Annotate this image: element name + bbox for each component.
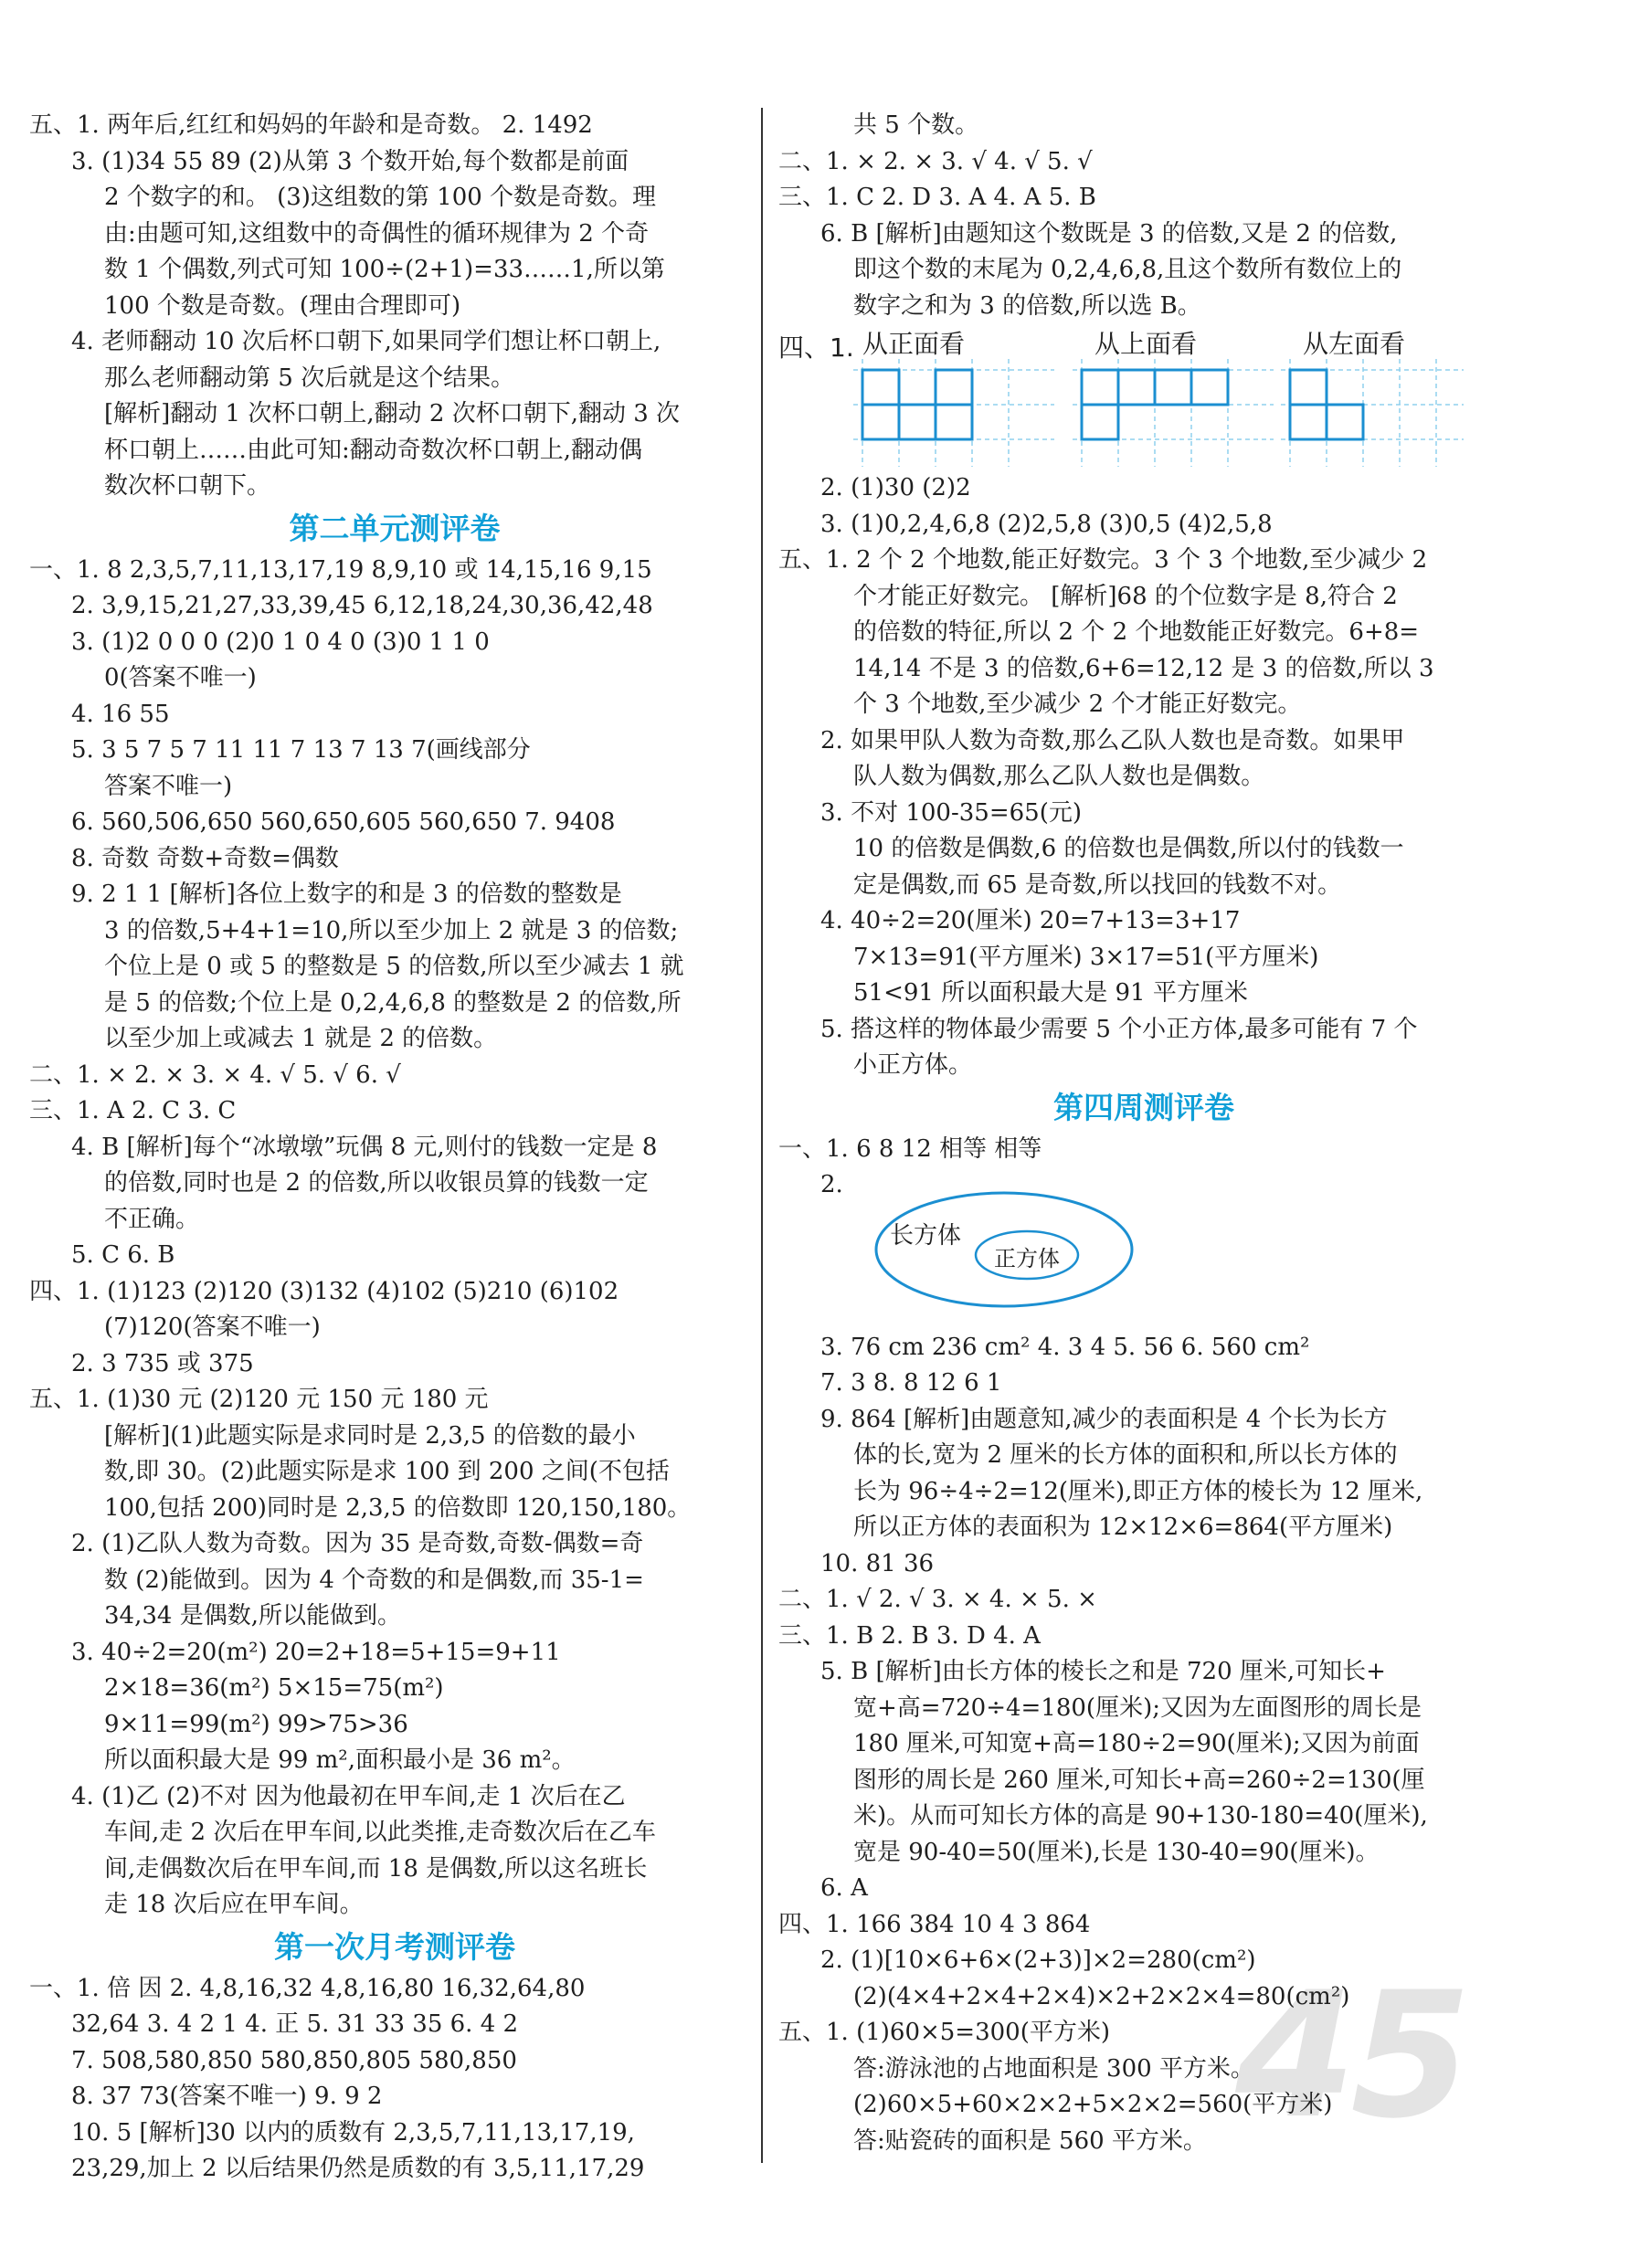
answer-line: 三、1. B 2. B 3. D 4. A bbox=[778, 1621, 1041, 1650]
answer-line: 小正方体。 bbox=[853, 1051, 973, 1079]
answer-line: [解析]翻动 1 次杯口朝上,翻动 2 次杯口朝下,翻动 3 次 bbox=[104, 400, 681, 427]
answer-line: 宽+高=720÷4=180(厘米);又因为左面图形的周长是 bbox=[853, 1693, 1422, 1722]
answer-line: 以至少加上或减去 1 就是 2 的倍数。 bbox=[104, 1025, 498, 1052]
answer-line: 数次杯口朝下。 bbox=[104, 472, 271, 500]
answer-line: 走 18 次后应在甲车间。 bbox=[104, 1891, 364, 1918]
left-view-grid bbox=[1281, 359, 1464, 469]
answer-line: 即这个数的末尾为 0,2,4,6,8,且这个数所有数位上的 bbox=[853, 256, 1402, 283]
answer-line: 是 5 的倍数;个位上是 0,2,4,6,8 的整数是 2 的倍数,所 bbox=[104, 988, 682, 1017]
answer-line: 答:游泳池的占地面积是 300 平方米。 bbox=[853, 2054, 1254, 2083]
answer-line: 34,34 是偶数,所以能做到。 bbox=[104, 1602, 401, 1630]
answer-line: 3. 不对 100-35=65(元) bbox=[820, 798, 1082, 827]
answer-line: 8. 奇数 奇数+奇数=偶数 bbox=[71, 844, 339, 872]
answer-line: 定是偶数,而 65 是奇数,所以找回的钱数不对。 bbox=[853, 870, 1342, 899]
answer-line: 100 个数是奇数。(理由合理即可) bbox=[104, 291, 461, 320]
front-view-grid bbox=[853, 359, 1054, 469]
answer-line: 二、1. × 2. × 3. × 4. √ 5. √ 6. √ bbox=[29, 1060, 401, 1089]
cube-label: 正方体 bbox=[994, 1245, 1060, 1271]
answer-line: 4. B [解析]每个“冰墩墩”玩偶 8 元,则付的钱数一定是 8 bbox=[71, 1133, 658, 1161]
answer-line: 图形的周长是 260 厘米,可知长+高=260÷2=130(厘 bbox=[853, 1766, 1425, 1794]
answer-line: 4. 老师翻动 10 次后杯口朝下,如果同学们想让杯口朝上, bbox=[71, 328, 661, 355]
answer-line: 2. (1)乙队人数为奇数。因为 35 是奇数,奇数-偶数=奇 bbox=[71, 1530, 644, 1557]
answer-line: 个才能正好数完。 [解析]68 的个位数字是 8,符合 2 bbox=[853, 582, 1398, 610]
answer-line: 3. 76 cm 236 cm² 4. 3 4 5. 56 6. 560 cm² bbox=[820, 1333, 1310, 1361]
answer-line: 四、1. (1)123 (2)120 (3)132 (4)102 (5)210 (6)102 bbox=[29, 1277, 619, 1305]
answer-line: 7×13=91(平方厘米) 3×17=51(平方厘米) bbox=[853, 943, 1319, 971]
answer-line: 6. 560,506,650 560,650,605 560,650 7. 9408 bbox=[71, 808, 616, 836]
answer-line: 4. (1)乙 (2)不对 因为他最初在甲车间,走 1 次后在乙 bbox=[71, 1782, 626, 1810]
answer-line: 车间,走 2 次后在甲车间,以此类推,走奇数次后在乙车 bbox=[104, 1819, 656, 1846]
answer-line: 那么老师翻动第 5 次后就是这个结果。 bbox=[104, 364, 515, 392]
answer-line: 10. 81 36 bbox=[820, 1549, 935, 1577]
cuboid-label: 长方体 bbox=[890, 1221, 962, 1250]
answer-line: 间,走偶数次后在甲车间,而 18 是偶数,所以这名班长 bbox=[104, 1854, 648, 1883]
answer-line: 10. 5 [解析]30 以内的质数有 2,3,5,7,11,13,17,19, bbox=[71, 2118, 635, 2147]
left-column bbox=[29, 108, 760, 2188]
answer-line: 数字之和为 3 的倍数,所以选 B。 bbox=[853, 291, 1201, 320]
answer-line: 5. C 6. B bbox=[71, 1241, 175, 1269]
left-view-label: 从左面看 bbox=[1303, 329, 1406, 359]
answer-line: 2. 3 735 或 375 bbox=[71, 1349, 254, 1377]
answer-line: 51<91 所以面积最大是 91 平方厘米 bbox=[853, 979, 1248, 1007]
answer-line: 四、1. 166 384 10 4 3 864 bbox=[778, 1910, 1091, 1938]
answer-line: 共 5 个数。 bbox=[853, 111, 979, 139]
answer-line: 3 的倍数,5+4+1=10,所以至少加上 2 就是 3 的倍数; bbox=[104, 916, 679, 944]
answer-line: 一、1. 6 8 12 相等 相等 bbox=[778, 1134, 1042, 1163]
answer-line: 五、1. (1)60×5=300(平方米) bbox=[778, 2019, 1111, 2046]
question-number: 四、1. bbox=[778, 332, 854, 363]
set-diagram bbox=[778, 1204, 1509, 1330]
answer-line: 8. 37 73(答案不唯一) 9. 9 2 bbox=[71, 2083, 383, 2110]
answer-line: 7. 508,580,850 580,850,805 580,850 bbox=[71, 2046, 517, 2074]
answer-line: 数,即 30。(2)此题实际是求 100 到 200 之间(不包括 bbox=[104, 1458, 670, 1485]
answer-line: 二、1. × 2. × 3. √ 4. √ 5. √ bbox=[778, 147, 1093, 175]
answer-line: 二、1. √ 2. √ 3. × 4. × 5. × bbox=[778, 1586, 1097, 1613]
set-diagram-svg bbox=[778, 1182, 1509, 1308]
answer-line: 2. (1)30 (2)2 bbox=[820, 474, 971, 501]
answer-line: 9. 2 1 1 [解析]各位上数字的和是 3 的倍数的整数是 bbox=[71, 881, 622, 908]
three-views-figure bbox=[778, 324, 1509, 470]
answer-line: 4. 40÷2=20(厘米) 20=7+13=3+17 bbox=[820, 907, 1241, 934]
answer-line: (2)60×5+60×2×2+5×2×2=560(平方米) bbox=[853, 2091, 1333, 2118]
column-divider bbox=[761, 108, 763, 2163]
answer-line: 5. 搭这样的物体最少需要 5 个小正方体,最多可能有 7 个 bbox=[820, 1015, 1418, 1043]
answer-line: 6. A bbox=[820, 1874, 868, 1902]
answer-line: 所以正方体的表面积为 12×12×6=864(平方厘米) bbox=[853, 1514, 1393, 1541]
answer-line: (7)120(答案不唯一) bbox=[104, 1313, 321, 1341]
answer-line: 答案不唯一) bbox=[104, 772, 233, 800]
answer-line: 7. 3 8. 8 12 6 1 bbox=[820, 1369, 1002, 1397]
answer-line: 0(答案不唯一) bbox=[104, 664, 257, 691]
answer-line: 100,包括 200)同时是 2,3,5 的倍数即 120,150,180。 bbox=[104, 1493, 692, 1522]
answer-line: 个位上是 0 或 5 的整数是 5 的倍数,所以至少减去 1 就 bbox=[104, 953, 684, 980]
answer-line: 3. (1)34 55 89 (2)从第 3 个数开始,每个数都是前面 bbox=[71, 147, 629, 175]
answer-line: 2. 3,9,15,21,27,33,39,45 6,12,18,24,30,36,42,48 bbox=[71, 592, 653, 619]
answer-line: [解析](1)此题实际是求同时是 2,3,5 的倍数的最小 bbox=[104, 1421, 636, 1450]
right-column bbox=[778, 108, 1509, 2159]
answer-line: 数 (2)能做到。因为 4 个奇数的和是偶数,而 35-1= bbox=[104, 1566, 644, 1594]
answer-line: 4. 16 55 bbox=[71, 700, 170, 728]
answer-line: 23,29,加上 2 以后结果仍然是质数的有 3,5,11,17,29 bbox=[71, 2155, 645, 2182]
answer-line: 9. 864 [解析]由题意知,减少的表面积是 4 个长为长方 bbox=[820, 1405, 1388, 1433]
section-heading: 第一次月考测评卷 bbox=[274, 1928, 515, 1965]
answer-line: 一、1. 倍 因 2. 4,8,16,32 4,8,16,80 16,32,64,80 bbox=[29, 1974, 586, 2002]
answer-line: 米)。从而可知长方体的高是 90+130-180=40(厘米), bbox=[853, 1802, 1428, 1830]
top-view-label: 从上面看 bbox=[1094, 329, 1198, 359]
answer-line: 的倍数,同时也是 2 的倍数,所以收银员算的钱数一定 bbox=[104, 1169, 649, 1197]
answer-line: 三、1. C 2. D 3. A 4. A 5. B bbox=[778, 184, 1096, 211]
answer-line: 2×18=36(m²) 5×15=75(m²) bbox=[104, 1674, 444, 1702]
answer-line: (2)(4×4+2×4+2×4)×2+2×2×4=80(cm²) bbox=[853, 1982, 1350, 2010]
answer-line: 宽是 90-40=50(厘米),长是 130-40=90(厘米)。 bbox=[853, 1838, 1380, 1866]
answer-line: 2 个数字的和。 (3)这组数的第 100 个数是奇数。理 bbox=[104, 184, 657, 211]
answer-line: 14,14 不是 3 的倍数,6+6=12,12 是 3 的倍数,所以 3 bbox=[853, 654, 1434, 682]
answer-line: 体的长,宽为 2 厘米的长方体的面积和,所以长方体的 bbox=[853, 1441, 1398, 1469]
answer-line: 不正确。 bbox=[104, 1205, 200, 1233]
answer-line: 一、1. 8 2,3,5,7,11,13,17,19 8,9,10 或 14,15,16 9,15 bbox=[29, 555, 652, 584]
top-view-grid bbox=[1073, 359, 1274, 469]
answer-line: 9×11=99(m²) 99>75>36 bbox=[104, 1710, 408, 1738]
answer-line: 数 1 个偶数,列式可知 100÷(2+1)=33……1,所以第 bbox=[104, 256, 665, 283]
section-heading: 第二单元测评卷 bbox=[289, 510, 501, 546]
answer-line: 5. B [解析]由长方体的棱长之和是 720 厘米,可知长+ bbox=[820, 1658, 1386, 1685]
answer-line: 队人数为偶数,那么乙队人数也是偶数。 bbox=[853, 763, 1265, 790]
answer-line: 32,64 3. 4 2 1 4. 正 5. 31 33 35 6. 4 2 bbox=[71, 2010, 519, 2038]
answer-line: 五、1. (1)30 元 (2)120 元 150 元 180 元 bbox=[29, 1386, 489, 1413]
answer-line: 2. (1)[10×6+6×(2+3)]×2=280(cm²) bbox=[820, 1946, 1256, 1974]
answer-line: 的倍数的特征,所以 2 个 2 个地数能正好数完。6+8= bbox=[853, 618, 1420, 646]
answer-line: 三、1. A 2. C 3. C bbox=[29, 1097, 237, 1124]
front-view-label: 从正面看 bbox=[862, 329, 966, 359]
answer-line: 所以面积最大是 99 m²,面积最小是 36 m²。 bbox=[104, 1746, 576, 1774]
section-heading: 第四周测评卷 bbox=[1053, 1089, 1234, 1125]
answer-line: 180 厘米,可知宽+高=180÷2=90(厘米);又因为前面 bbox=[853, 1730, 1420, 1757]
answer-line: 2. 如果甲队人数为奇数,那么乙队人数也是奇数。如果甲 bbox=[820, 726, 1405, 754]
answer-line: 3. 40÷2=20(m²) 20=2+18=5+15=9+11 bbox=[71, 1638, 561, 1666]
answer-line: 个 3 个地数,至少减少 2 个才能正好数完。 bbox=[853, 691, 1302, 718]
answer-line: 长为 96÷4÷2=12(厘米),即正方体的棱长为 12 厘米, bbox=[853, 1477, 1423, 1505]
answer-line: 答:贴瓷砖的面积是 560 平方米。 bbox=[853, 2126, 1207, 2155]
page-number-watermark: 45 bbox=[1235, 1955, 1466, 2157]
answer-line: 2. bbox=[820, 1171, 843, 1198]
answer-line: 由:由题可知,这组数中的奇偶性的循环规律为 2 个奇 bbox=[104, 219, 650, 248]
answer-line: 3. (1)0,2,4,6,8 (2)2,5,8 (3)0,5 (4)2,5,8 bbox=[820, 510, 1273, 538]
answer-line: 五、1. 2 个 2 个地数,能正好数完。3 个 3 个地数,至少减少 2 bbox=[778, 546, 1428, 574]
answer-line: 5. 3 5 7 5 7 11 11 7 13 7 13 7(画线部分 bbox=[71, 736, 531, 764]
answer-line: 3. (1)2 0 0 0 (2)0 1 0 4 0 (3)0 1 1 0 bbox=[71, 628, 490, 656]
answer-line: 6. B [解析]由题知这个数既是 3 的倍数,又是 2 的倍数, bbox=[820, 219, 1398, 248]
answer-line: 杯口朝上……由此可知:翻动奇数次杯口朝上,翻动偶 bbox=[104, 436, 643, 464]
answer-line: 五、1. 两年后,红红和妈妈的年龄和是奇数。 2. 1492 bbox=[29, 111, 593, 139]
answer-line: 10 的倍数是偶数,6 的倍数也是偶数,所以付的钱数一 bbox=[853, 835, 1404, 862]
